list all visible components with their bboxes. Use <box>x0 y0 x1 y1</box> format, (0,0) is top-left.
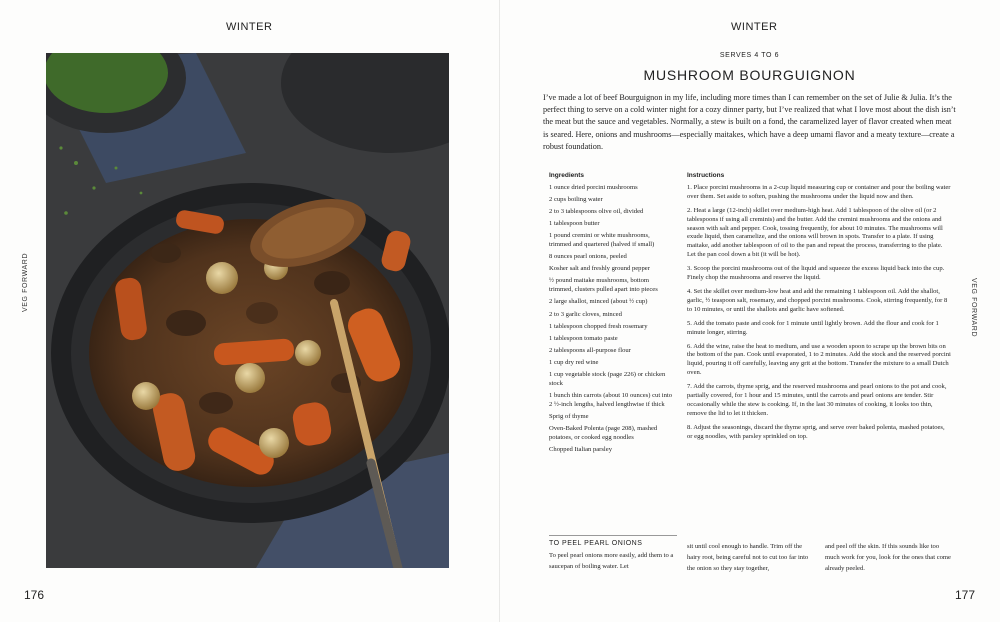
instruction-step: 2. Heat a large (12-inch) skillet over medium-high heat. Add 1 tablespoon of the olive oil (or 2 tablespoons if using all creminis) and the butter. Add the cremini mushrooms and the onions and season with salt and pepper. Cook, tossing frequently, for about 10 minutes. The mushrooms will exude liquid, then caramelize, and the onions will brown in spots. Transfer to a plate. If using maitake, add another tablespoon of oil to the pan and repeat the process, transferring to the plate. Let the pan cool down a bit (it will be hot). <box>687 206 943 259</box>
ingredient-item: 2 cups boiling water <box>549 196 603 203</box>
ingredient-item: 1 cup vegetable stock (page 226) or chicken stock <box>549 371 666 387</box>
instructions-section <box>687 172 951 447</box>
ingredients-section <box>549 172 673 458</box>
instruction-step: 3. Scoop the porcini mushrooms out of the liquid and squeeze the excess liquid back into the cup. Finely chop the mushrooms and reserve the liquid. <box>687 265 945 282</box>
side-tab-right: VEG FORWARD <box>970 278 977 338</box>
recipe-intro: I’ve made a lot of beef Bourguignon in my life, including more times than I can remember on the set of Julie & Julia. It’s the perfect thing to serve on a cold winter night for a cozy dinner party, but I’ve realized that what I love most about the dish isn’t the meat but the sauce and vegetables. Normally, a stew is built on a fond, the caramelized layer of flavor created when meat is seared. Here, onions and mushrooms—especially maitakes, which have a deep umami flavor and a meaty texture—create a robust foundation. <box>543 93 956 151</box>
instruction-step: 1. Place porcini mushrooms in a 2-cup liquid measuring cup or container and pour the boiling water over them. Set aside to soften, pushing the mushrooms under the liquid now and then. <box>687 183 951 200</box>
tip-divider <box>549 535 677 536</box>
instruction-step: 4. Set the skillet over medium-low heat and add the remaining 1 tablespoon oil. Add the shallot, garlic, ½ teaspoon salt, rosemary, and chopped porcini mushrooms. Cook, stirring frequently, for 8 to 10 minutes, or until the shallots and garlic have softened. <box>687 287 948 313</box>
ingredient-item: 2 tablespoons all-purpose flour <box>549 346 631 354</box>
page-number-left: 176 <box>24 588 45 602</box>
running-head-right: WINTER <box>731 21 778 33</box>
serves-label: SERVES 4 TO 6 <box>719 52 780 59</box>
ingredient-item: Kosher salt and freshly ground pepper <box>549 265 650 273</box>
tip-text-col-2: sit until cool enough to handle. Trim off the hairy root, being careful not to cut too far into the onion so they stay together, <box>687 543 809 572</box>
stew-pot-image <box>46 53 449 568</box>
ingredient-item: 2 to 3 garlic cloves, minced <box>549 310 622 318</box>
ingredient-item: 1 cup dry red wine <box>549 358 599 366</box>
instructions-list <box>687 184 951 442</box>
ingredient-item: Chopped Italian parsley <box>549 446 612 454</box>
ingredient-item: Sprig of thyme <box>549 413 589 421</box>
instruction-step: 8. Adjust the seasonings, discard the thyme sprig, and serve over baked polenta, mashed potatoes, or egg noodles, with parsley sprinkled on top. <box>687 423 945 440</box>
ingredient-item: ½ pound maitake mushrooms, bottom trimmed, clusters pulled apart into pieces <box>549 277 658 294</box>
ingredient-item: 1 tablespoon tomato paste <box>549 334 618 342</box>
ingredient-item: 2 to 3 tablespoons olive oil, divided <box>549 208 644 216</box>
ingredient-item: 1 ounce dried porcini mushrooms <box>549 183 638 191</box>
running-head-left: WINTER <box>226 21 273 33</box>
tip-title: TO PEEL PEARL ONIONS <box>549 540 643 547</box>
ingredient-item: Oven-Baked Polenta (page 208), mashed potatoes, or cooked egg noodles <box>549 425 658 442</box>
tip-text-col-3: and peel off the skin. If this sounds like too much work for you, look for the ones that come already peeled. <box>825 543 951 572</box>
instructions-heading: Instructions <box>687 172 725 179</box>
ingredient-item: 8 ounces pearl onions, peeled <box>549 253 627 261</box>
tip-text-col-1: To peel pearl onions more easily, add them to a saucepan of boiling water. Let <box>549 552 674 570</box>
ingredients-list <box>549 184 673 455</box>
ingredient-item: 1 tablespoon chopped fresh rosemary <box>549 322 648 330</box>
ingredient-item: 2 large shallot, minced (about ½ cup) <box>549 298 648 306</box>
instruction-step: 5. Add the tomato paste and cook for 1 minute until lightly brown. Add the flour and cook for 1 minute longer, stirring. <box>687 319 939 336</box>
instruction-step: 6. Add the wine, raise the heat to medium, and use a wooden spoon to scrape up the brown bits on the bottom of the pan. Cook until evaporated, 1 to 2 minutes. Add the stock and the reserved porcini liquid, pouring it off carefully, leaving any grit at the bottom. Transfer the mixture to a small Dutch oven. <box>687 342 951 377</box>
recipe-title: MUSHROOM BOURGUIGNON <box>643 67 856 83</box>
dish-photo <box>46 53 449 568</box>
ingredient-item: 1 pound cremini or white mushrooms, trimmed and quartered (halved if small) <box>549 232 655 249</box>
instruction-step: 7. Add the carrots, thyme sprig, and the reserved mushrooms and pearl onions to the pot and cook, partially covered, for 1 hour and 15 minutes, until the carrots and pearl onions are tender. Stir occasionally while the stew is cooking. If, in the last 30 minutes of cooking, it looks too thin, remove the lid to let it thicken. <box>687 383 947 417</box>
ingredient-item: 1 bunch thin carrots (about 10 ounces) cut into 2 ½-inch lengths, halved lengthwise if thick <box>549 392 673 408</box>
page-number-right: 177 <box>955 588 976 602</box>
ingredient-item: 1 tablespoon butter <box>549 220 600 228</box>
ingredients-heading: Ingredients <box>549 172 585 179</box>
side-tab-left: VEG FORWARD <box>22 252 29 312</box>
